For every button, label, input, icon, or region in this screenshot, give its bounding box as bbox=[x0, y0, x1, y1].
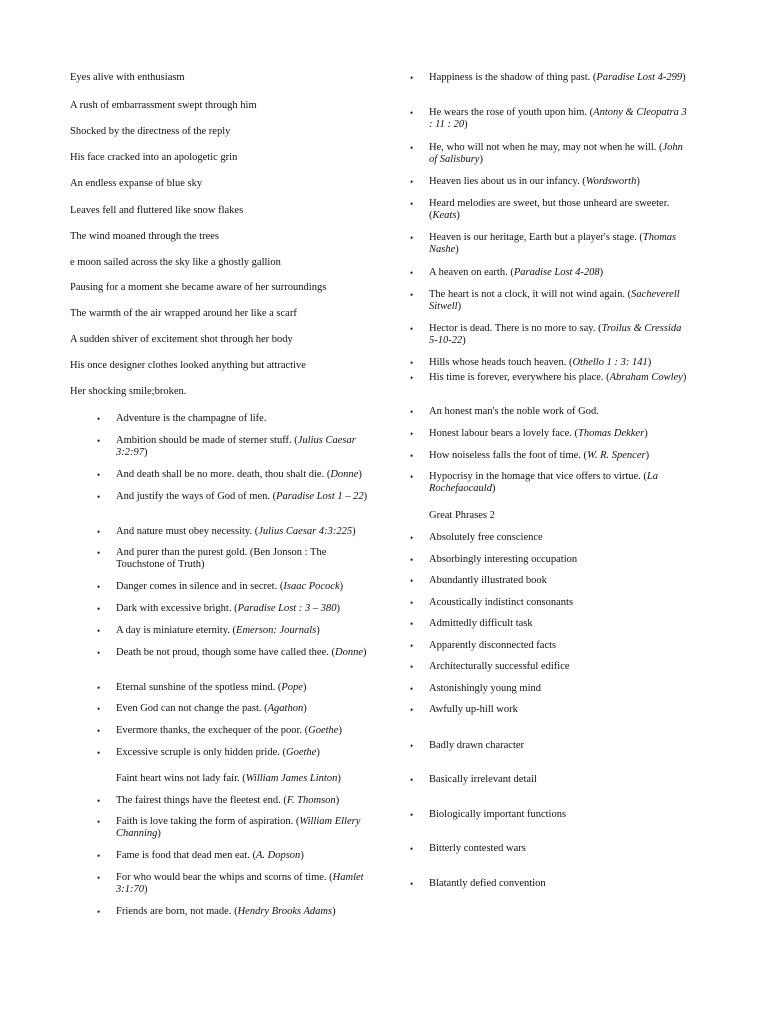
bullet-icon: • bbox=[410, 472, 414, 482]
bullet-icon: • bbox=[97, 626, 101, 636]
section-title: Great Phrases 2 bbox=[429, 510, 495, 521]
quote-source: Hendry Brooks Adams bbox=[237, 906, 333, 917]
quote-source: W. R. Spencer bbox=[587, 450, 646, 461]
quote-source: Paradise Lost : 3 – 380 bbox=[237, 603, 337, 614]
quote-source: Donne bbox=[330, 469, 359, 480]
quote-close: ) bbox=[144, 447, 148, 458]
bullet-icon: • bbox=[410, 576, 414, 586]
bullet-icon: • bbox=[410, 324, 414, 334]
quote-close: ) bbox=[337, 773, 341, 784]
phrase-line: e moon sailed across the sky like a ghostly gallion bbox=[70, 257, 281, 268]
bullet-icon: • bbox=[97, 907, 101, 917]
phrase-line: Eyes alive with enthusiasm bbox=[70, 72, 185, 83]
quote-source: F. Thomson bbox=[286, 795, 336, 806]
quote-text: Happiness is the shadow of thing past. ( bbox=[429, 72, 597, 83]
bullet-icon: • bbox=[410, 451, 414, 461]
quote-source: Agathon bbox=[267, 703, 304, 714]
bullet-icon: • bbox=[410, 199, 414, 209]
quote-close: ) bbox=[300, 850, 304, 861]
quote-text: He wears the rose of youth upon him. ( bbox=[429, 107, 594, 118]
bullet-icon: • bbox=[410, 705, 414, 715]
quote-source: Isaac Pocock bbox=[283, 581, 340, 592]
quote-source: Goethe bbox=[286, 747, 317, 758]
quote-text: And justify the ways of God of men. ( bbox=[116, 491, 277, 502]
quote-close: ) bbox=[457, 301, 462, 312]
quote-source: Hamlet 3:1:70 bbox=[116, 872, 364, 895]
quote-source: Wordsworth bbox=[585, 176, 637, 187]
quote-source: Antony & Cleopatra 3 : 11 : 20 bbox=[429, 107, 687, 130]
quote-source: Troilus & Cressida 5-10-22 bbox=[429, 323, 682, 346]
bullet-icon: • bbox=[97, 414, 101, 424]
quote-source: Pope bbox=[281, 682, 303, 693]
bullet-icon: • bbox=[97, 470, 101, 480]
bullet-icon: • bbox=[410, 177, 414, 187]
quote-text: The fairest things have the fleetest end. ( bbox=[116, 795, 287, 806]
quote-source: William Ellery Channing bbox=[116, 816, 361, 839]
quote-text: Fame is food that dead men eat. ( bbox=[116, 850, 256, 861]
quote-text: Excessive scruple is only hidden pride. ( bbox=[116, 747, 286, 758]
quote-text: Hector is dead. There is no more to say. ( bbox=[429, 323, 602, 334]
quote-close: ) bbox=[332, 906, 336, 917]
quote-text: Evermore thanks, the exchequer of the poor. ( bbox=[116, 725, 309, 736]
quote-close: ) bbox=[462, 335, 466, 346]
phrase-text: Absolutely free conscience bbox=[429, 532, 543, 543]
phrase-line: His face cracked into an apologetic grin bbox=[70, 152, 238, 163]
quote-close: ) bbox=[352, 526, 356, 537]
quote-text: Death be not proud, though some have called thee. ( bbox=[116, 647, 335, 658]
quote-text: For who would bear the whips and scorns of time. ( bbox=[116, 872, 333, 883]
bullet-icon: • bbox=[410, 641, 414, 651]
quote-close: ) bbox=[455, 244, 459, 255]
phrase-line: A rush of embarrassment swept through him bbox=[70, 100, 257, 111]
quote-close: ) bbox=[303, 703, 307, 714]
quote-text: The heart is not a clock, it will not wind again. ( bbox=[429, 289, 632, 300]
quote-close: ) bbox=[682, 372, 687, 383]
phrase-text: Astonishingly young mind bbox=[429, 683, 542, 694]
quote-text: Hypocrisy in the homage that vice offers to virtue. ( bbox=[429, 471, 647, 482]
quote-text: How noiseless falls the foot of time. ( bbox=[429, 450, 588, 461]
bullet-icon: • bbox=[97, 582, 101, 592]
quote-source: Goethe bbox=[308, 725, 339, 736]
quote-close: ) bbox=[464, 119, 468, 130]
quote-close: ) bbox=[599, 267, 604, 278]
bullet-icon: • bbox=[410, 143, 414, 153]
quote-source: Thomas Dekker bbox=[577, 428, 645, 439]
phrase-text: Biologically important functions bbox=[429, 809, 567, 820]
quote-source: William James Linton bbox=[245, 773, 338, 784]
phrase-line: His once designer clothes looked anything but attractive bbox=[70, 360, 306, 371]
phrase-text: Architecturally successful edifice bbox=[429, 661, 570, 672]
quote-source: A. Dopson bbox=[255, 850, 301, 861]
quote-close: ) bbox=[339, 581, 344, 592]
phrase-text: Apparently disconnected facts bbox=[429, 640, 557, 651]
quote-text: And death shall be no more. death, thou shalt die. ( bbox=[116, 469, 331, 480]
quote-source: Emerson: Journals bbox=[236, 625, 317, 636]
bullet-icon: • bbox=[410, 290, 414, 300]
bullet-icon: • bbox=[97, 436, 101, 446]
phrase-line: The warmth of the air wrapped around her like a scarf bbox=[70, 308, 297, 319]
phrase-line: An endless expanse of blue sky bbox=[70, 178, 203, 189]
quote-text: Danger comes in silence and in secret. ( bbox=[116, 581, 284, 592]
quote-text: Even God can not change the past. ( bbox=[116, 703, 268, 714]
quote-source: Donne bbox=[334, 647, 363, 658]
bullet-icon: • bbox=[97, 851, 101, 861]
phrase-line: A sudden shiver of excitement shot through her body bbox=[70, 334, 293, 345]
quote-close: ) bbox=[644, 428, 648, 439]
phrase-text: Absorbingly interesting occupation bbox=[429, 554, 578, 565]
quote-text: Faint heart wins not lady fair. ( bbox=[116, 773, 246, 784]
phrase-line: Pausing for a moment she became aware of her surroundings bbox=[70, 282, 327, 293]
bullet-icon: • bbox=[410, 810, 414, 820]
bullet-icon: • bbox=[97, 873, 101, 883]
phrase-text: Basically irrelevant detail bbox=[429, 774, 537, 785]
bullet-icon: • bbox=[97, 527, 101, 537]
phrase-text: Acoustically indistinct consonants bbox=[429, 597, 574, 608]
phrase-text: Badly drawn character bbox=[429, 740, 525, 751]
quote-close: ) bbox=[157, 828, 161, 839]
quote-source: Thomas Nashe bbox=[429, 232, 677, 255]
phrase-line: The wind moaned through the trees bbox=[70, 231, 219, 242]
quote-text: A day is miniature eternity. ( bbox=[116, 625, 237, 636]
phrase-text: Bitterly contested wars bbox=[429, 843, 526, 854]
bullet-icon: • bbox=[410, 108, 414, 118]
quote-close: ) bbox=[302, 682, 307, 693]
bullet-icon: • bbox=[410, 662, 414, 672]
quote-source: Paradise Lost 4-208 bbox=[513, 267, 600, 278]
bullet-icon: • bbox=[410, 533, 414, 543]
phrase-line: Her shocking smile;broken. bbox=[70, 386, 187, 397]
quote-source: Julius Caesar 4:3:225 bbox=[258, 526, 353, 537]
bullet-icon: • bbox=[410, 73, 414, 83]
quote-text: Hills whose heads touch heaven. ( bbox=[429, 357, 573, 368]
quote-unbulleted bbox=[116, 773, 341, 785]
bullet-icon: • bbox=[410, 684, 414, 694]
quote-close: ) bbox=[316, 747, 320, 758]
bullet-icon: • bbox=[410, 598, 414, 608]
quote-close: ) bbox=[338, 725, 342, 736]
quote-source: Abraham Cowley bbox=[609, 372, 683, 383]
quote-source: Keats bbox=[432, 210, 457, 221]
phrase-line: Leaves fell and fluttered like snow flakes bbox=[70, 205, 244, 216]
bullet-icon: • bbox=[97, 648, 101, 658]
bullet-icon: • bbox=[410, 555, 414, 565]
bullet-icon: • bbox=[97, 796, 101, 806]
quote-close: ) bbox=[316, 625, 320, 636]
quote-close: ) bbox=[363, 491, 368, 502]
quote-close: ) bbox=[144, 884, 148, 895]
quote-close: ) bbox=[358, 469, 362, 480]
quote-source: Paradise Lost 1 – 22 bbox=[276, 491, 364, 502]
quote-text: Ambition should be made of sterner stuff. ( bbox=[116, 435, 298, 446]
quote-text: An honest man's the noble work of God. bbox=[429, 406, 599, 417]
quote-close: ) bbox=[456, 210, 460, 221]
bullet-icon: • bbox=[410, 407, 414, 417]
bullet-icon: • bbox=[97, 726, 101, 736]
quote-text: Honest labour bears a lovely face. ( bbox=[429, 428, 578, 439]
phrase-text: Blatantly defied convention bbox=[429, 878, 546, 889]
bullet-icon: • bbox=[410, 775, 414, 785]
bullet-icon: • bbox=[410, 429, 414, 439]
quote-text: Adventure is the champagne of life. bbox=[116, 413, 267, 424]
bullet-icon: • bbox=[97, 492, 101, 502]
bullet-icon: • bbox=[410, 358, 414, 368]
phrase-text: Awfully up-hill work bbox=[429, 704, 518, 715]
quote-text: Dark with excessive bright. ( bbox=[116, 603, 238, 614]
bullet-icon: • bbox=[410, 233, 414, 243]
bullet-icon: • bbox=[97, 604, 101, 614]
quote-source: John of Salisbury bbox=[429, 142, 683, 165]
quote-close: ) bbox=[636, 176, 640, 187]
bullet-icon: • bbox=[410, 268, 414, 278]
bullet-icon: • bbox=[97, 748, 101, 758]
bullet-icon: • bbox=[410, 373, 414, 383]
phrase-text: Abundantly illustrated book bbox=[429, 575, 547, 586]
quote-close: ) bbox=[479, 154, 483, 165]
quote-source: Othello 1 : 3: 141 bbox=[572, 357, 648, 368]
bullet-icon: • bbox=[97, 683, 101, 693]
phrase-text: Admittedly difficult task bbox=[429, 618, 533, 629]
quote-source: Julius Caesar 3:2:97 bbox=[116, 435, 356, 458]
quote-source: Sacheverell Sitwell bbox=[429, 289, 680, 312]
quote-text: And nature must obey necessity. ( bbox=[116, 526, 259, 537]
bullet-icon: • bbox=[97, 817, 101, 827]
quote-close: ) bbox=[682, 72, 686, 83]
quote-text: Faith is love taking the form of aspiration. ( bbox=[116, 816, 300, 827]
quote-text: Friends are born, not made. ( bbox=[116, 906, 238, 917]
quote-text: Heard melodies are sweet, but those unheard are sweeter. ( bbox=[429, 198, 670, 221]
bullet-icon: • bbox=[410, 844, 414, 854]
bullet-icon: • bbox=[410, 741, 414, 751]
quote-close: ) bbox=[335, 795, 340, 806]
quote-close: ) bbox=[491, 483, 496, 494]
quote-source: Paradise Lost 4-299 bbox=[596, 72, 683, 83]
quote-text: Heaven lies about us in our infancy. ( bbox=[429, 176, 586, 187]
bullet-icon: • bbox=[410, 619, 414, 629]
quote-text: And purer than the purest gold. (Ben Jonson : The Touchstone of Truth) bbox=[116, 547, 327, 570]
phrase-line: Shocked by the directness of the reply bbox=[70, 126, 231, 137]
quote-close: ) bbox=[645, 450, 650, 461]
bullet-icon: • bbox=[97, 548, 101, 558]
quote-text: A heaven on earth. ( bbox=[429, 267, 514, 278]
quote-close: ) bbox=[336, 603, 340, 614]
quote-text: Heaven is our heritage, Earth but a player's stage. ( bbox=[429, 232, 643, 243]
bullet-icon: • bbox=[97, 704, 101, 714]
quote-source: La Rochefaocauld bbox=[429, 471, 659, 494]
quote-text: He, who will not when he may, may not when he will. ( bbox=[429, 142, 663, 153]
quote-text: Eternal sunshine of the spotless mind. ( bbox=[116, 682, 282, 693]
quote-close: ) bbox=[362, 647, 367, 658]
quote-close: ) bbox=[647, 357, 652, 368]
quote-text: His time is forever, everywhere his place. ( bbox=[429, 372, 610, 383]
bullet-icon: • bbox=[410, 879, 414, 889]
